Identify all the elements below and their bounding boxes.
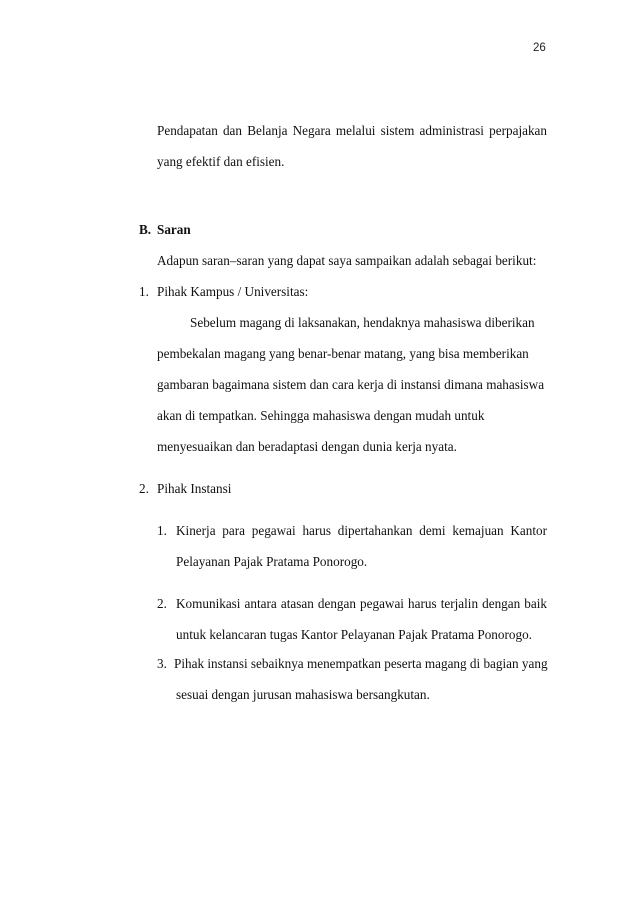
paragraph-line: Pendapatan dan Belanja Negara melalui sistem administrasi perpajakan — [157, 123, 547, 138]
paragraph-line: gambaran bagaimana sistem dan cara kerja di instansi dimana mahasiswa — [157, 377, 545, 392]
list-number: 1. — [139, 284, 149, 299]
sublist-line: Pihak instansi sebaiknya menempatkan peserta magang di bagian yang — [174, 656, 548, 671]
section-label: B. — [139, 222, 152, 237]
list-item-title: Pihak Kampus / Universitas: — [157, 284, 309, 299]
sublist-line: Komunikasi antara atasan dengan pegawai harus terjalin dengan baik — [176, 596, 547, 611]
sublist-line: Pelayanan Pajak Pratama Ponorogo. — [176, 554, 368, 569]
sublist-number: 3. — [157, 656, 167, 671]
section-title: Saran — [157, 222, 191, 237]
sublist-number: 2. — [157, 596, 167, 611]
sublist-line: sesuai dengan jurusan mahasiswa bersangkutan. — [176, 687, 430, 702]
sublist-number: 1. — [157, 523, 167, 538]
list-number: 2. — [139, 481, 149, 496]
paragraph-line: yang efektif dan efisien. — [157, 154, 285, 169]
paragraph-line: menyesuaikan dan beradaptasi dengan dunia kerja nyata. — [157, 439, 457, 454]
sublist-line: Kinerja para pegawai harus dipertahankan demi kemajuan Kantor — [176, 523, 547, 538]
section-intro: Adapun saran–saran yang dapat saya sampaikan adalah sebagai berikut: — [157, 253, 537, 268]
sublist-line: untuk kelancaran tugas Kantor Pelayanan Pajak Pratama Ponorogo. — [176, 627, 532, 642]
list-item-title: Pihak Instansi — [157, 481, 232, 496]
page-number: 26 — [533, 42, 546, 54]
paragraph-line: pembekalan magang yang benar-benar matang, yang bisa memberikan — [157, 346, 529, 361]
paragraph-line: Sebelum magang di laksanakan, hendaknya mahasiswa diberikan — [190, 315, 535, 330]
paragraph-line: akan di tempatkan. Sehingga mahasiswa dengan mudah untuk — [157, 408, 485, 423]
